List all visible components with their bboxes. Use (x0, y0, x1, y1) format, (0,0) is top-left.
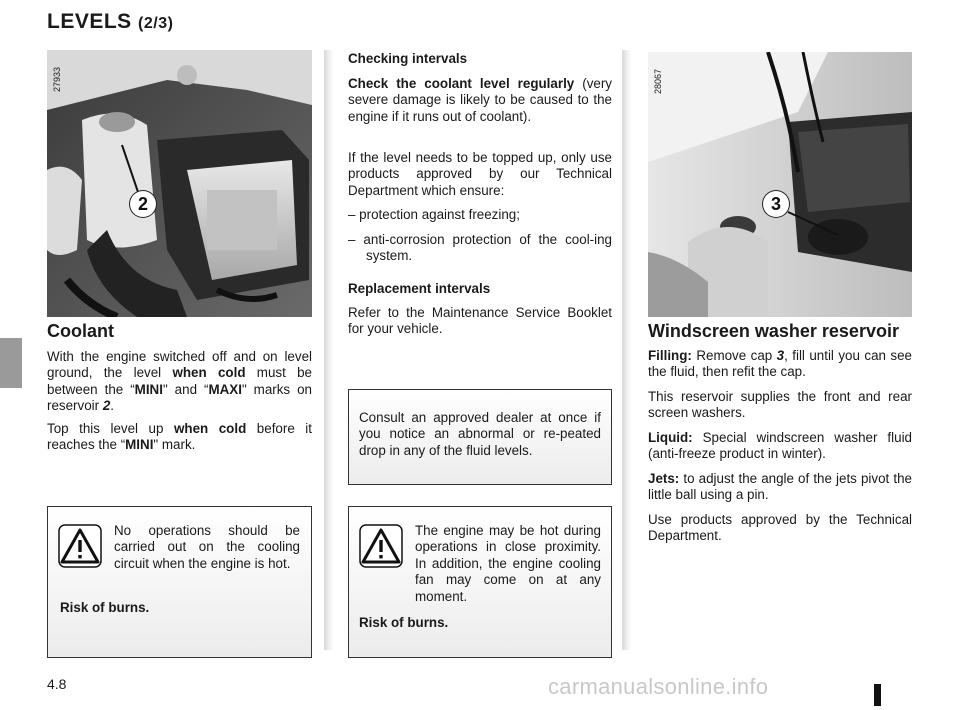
engine-coolant-illustration (47, 50, 312, 317)
supplies-paragraph: This reservoir supplies the front and rear screen washers. (648, 389, 912, 421)
jets-paragraph: Jets: to adjust the angle of the jets pivot the little ball using a pin. (648, 471, 912, 503)
coolant-topup-paragraph: Top this level up when cold before it reaches the “MINI" mark. (47, 421, 312, 453)
photo-code-right: 28067 (653, 68, 663, 94)
checking-intervals-heading: Checking intervals (348, 51, 468, 66)
dealer-info-text: Consult an approved dealer at once if you notice an abnormal or re-peated drop in any of the fluid levels. (359, 410, 601, 458)
corner-mark (874, 684, 881, 706)
callout-3: 3 (763, 191, 789, 217)
photo-code-left: 27933 (52, 66, 62, 92)
topup-paragraph: If the level needs to be topped up, only use products approved by our Technical Department which ensure: (348, 150, 612, 198)
replacement-intervals-heading: Replacement intervals (348, 281, 491, 296)
column-divider-right (622, 50, 632, 650)
engine-hot-warning-text: The engine may be hot during operations in close proximity. In addition, the engine cooling fan may come on at any moment. (415, 523, 601, 604)
filling-paragraph: Filling: Remove cap 3, fill until you can see the fluid, then refit the cap. (648, 348, 912, 380)
washer-reservoir-illustration (648, 52, 912, 317)
list-item-corrosion: – anti-corrosion protection of the cool-ing system. (348, 232, 612, 264)
coolant-level-paragraph: With the engine switched off and on level ground, the level when cold must be between the “MINI" and “MAXI" marks on reservoir 2. (47, 349, 312, 414)
callout-2: 2 (130, 191, 156, 217)
page-number: 4.8 (47, 676, 67, 692)
warning-triangle-icon (359, 524, 403, 568)
page-title-part: (2/3) (138, 15, 174, 32)
check-regularly-paragraph: Check the coolant level regularly (very severe damage is likely to be caused to the engine if it runs out of coolant). (348, 76, 612, 124)
engine-hot-warning-risk: Risk of burns. (359, 615, 449, 630)
watermark: carmanualsonline.info (548, 674, 769, 699)
warning-triangle-icon (58, 524, 102, 568)
replacement-text: Refer to the Maintenance Service Booklet for your vehicle. (348, 305, 612, 337)
coolant-warning-text: No operations should be carried out on the cooling circuit when the engine is hot. (114, 523, 300, 571)
coolant-heading: Coolant (47, 321, 114, 341)
liquid-paragraph: Liquid: Special windscreen washer fluid (anti-freeze product in winter). (648, 430, 912, 462)
washer-reservoir-photo (648, 52, 912, 317)
column-divider-left (324, 50, 334, 650)
coolant-warning-box (47, 506, 312, 658)
page-title (47, 10, 173, 34)
engine-hot-warning-box (348, 506, 612, 658)
section-tab (0, 338, 22, 388)
washer-heading: Windscreen washer reservoir (648, 321, 899, 341)
list-item-freezing: – protection against freezing; (348, 207, 520, 222)
page-title-text: LEVELS (47, 10, 132, 33)
coolant-warning-risk: Risk of burns. (60, 600, 150, 615)
dealer-info-box (348, 389, 612, 485)
products-paragraph: Use products approved by the Technical Department. (648, 512, 912, 544)
engine-coolant-photo (47, 50, 312, 317)
